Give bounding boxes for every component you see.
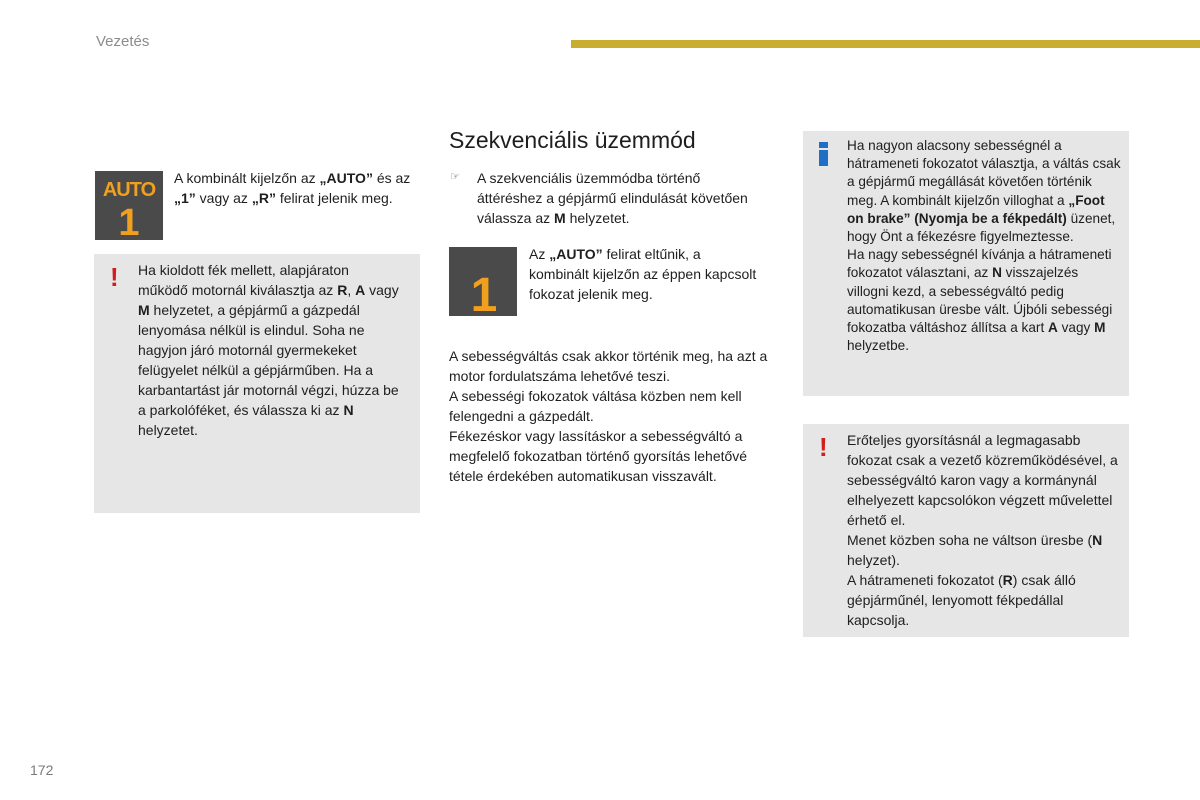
body-paragraph-2: A sebességi fokozatok váltása közben nem kell felengedni a gázpedált. <box>449 388 742 424</box>
gear-display-description: Az „AUTO” felirat eltűnik, a kombinált kijelzőn az éppen kapcsolt fokozat jelenik meg. <box>529 246 757 302</box>
info-icon <box>819 142 829 166</box>
gear-1-display-icon <box>449 247 517 316</box>
warning-box-left <box>94 254 420 513</box>
pointing-hand-icon: ☞ <box>450 171 460 183</box>
auto-display-description: A kombinált kijelzőn az „AUTO” és az „1” vagy az „R” felirat jelenik meg. <box>174 170 411 206</box>
auto-1-display-icon <box>95 171 163 240</box>
body-paragraph-1: A sebességváltás csak akkor történik meg, ha azt a motor fordulatszáma lehetővé teszi. <box>449 348 768 384</box>
sequential-body-text <box>449 346 779 486</box>
section-label: Vezetés <box>96 33 150 50</box>
warning-text-left: Ha kioldott fék mellett, alapjáraton működő motornál kiválasztja az R, A vagy M helyzetet, a gépjármű a gázpedál lenyomása nélkül is elindul. Soha ne hagyjon járó motornál gyermekeket felügyelet nélkül a gépjárműben. Ha a karbantartást jár motornál végzi, húzza be a parkolóféket, és válassza ki az N helyzetet. <box>138 262 399 438</box>
display-gear-text: 1 <box>118 202 140 240</box>
display-auto-text: AUTO <box>102 179 156 201</box>
warning-box-right <box>803 424 1129 637</box>
warning-icon: ! <box>110 262 119 292</box>
section-title: Szekvenciális üzemmód <box>449 127 696 153</box>
info-text: Ha nagyon alacsony sebességnél a hátrameneti fokozatot választja, a váltás csak a gépjármű megállását követően történik meg. A kombinált kijelzőn villoghat a „Foot on brake” (Nyomja be a fékpedált) üzenet, hogy Önt a fékezésre figyelmeztesse. Ha nagy sebességnél kívánja a hátrameneti fokozatot választani, az N visszajelzés villogni kezd, a sebességváltó pedig automatikusan üresbe vált. Újbóli sebességi fokozatba váltáshoz állítsa a kart A vagy M helyzetbe. <box>847 138 1121 354</box>
info-box <box>803 131 1129 396</box>
display-current-gear-text: 1 <box>470 269 498 316</box>
header-accent-bar <box>571 40 1200 48</box>
page-number: 172 <box>30 762 54 778</box>
warning-text-right: Erőteljes gyorsításnál a legmagasabb fokozat csak a vezető közreműködésével, a sebességváltó karon vagy a kormánynál elhelyezett kapcsolókon végzett művelettel érhető el. Menet közben soha ne váltson üresbe (N helyzet). A hátrameneti fokozatot (R) csak álló gépjárműnél, lenyomott fékpedállal kapcsolja. <box>847 432 1118 628</box>
warning-icon: ! <box>819 432 828 462</box>
sequential-mode-instruction: A szekvenciális üzemmódba történő áttéréshez a gépjármű elindulását követően válassza az M helyzetet. <box>477 170 748 226</box>
body-paragraph-3: Fékezéskor vagy lassításkor a sebességváltó a megfelelő fokozatban történő gyorsítás lehetővé tétele érdekében automatikusan visszavált. <box>449 428 748 484</box>
